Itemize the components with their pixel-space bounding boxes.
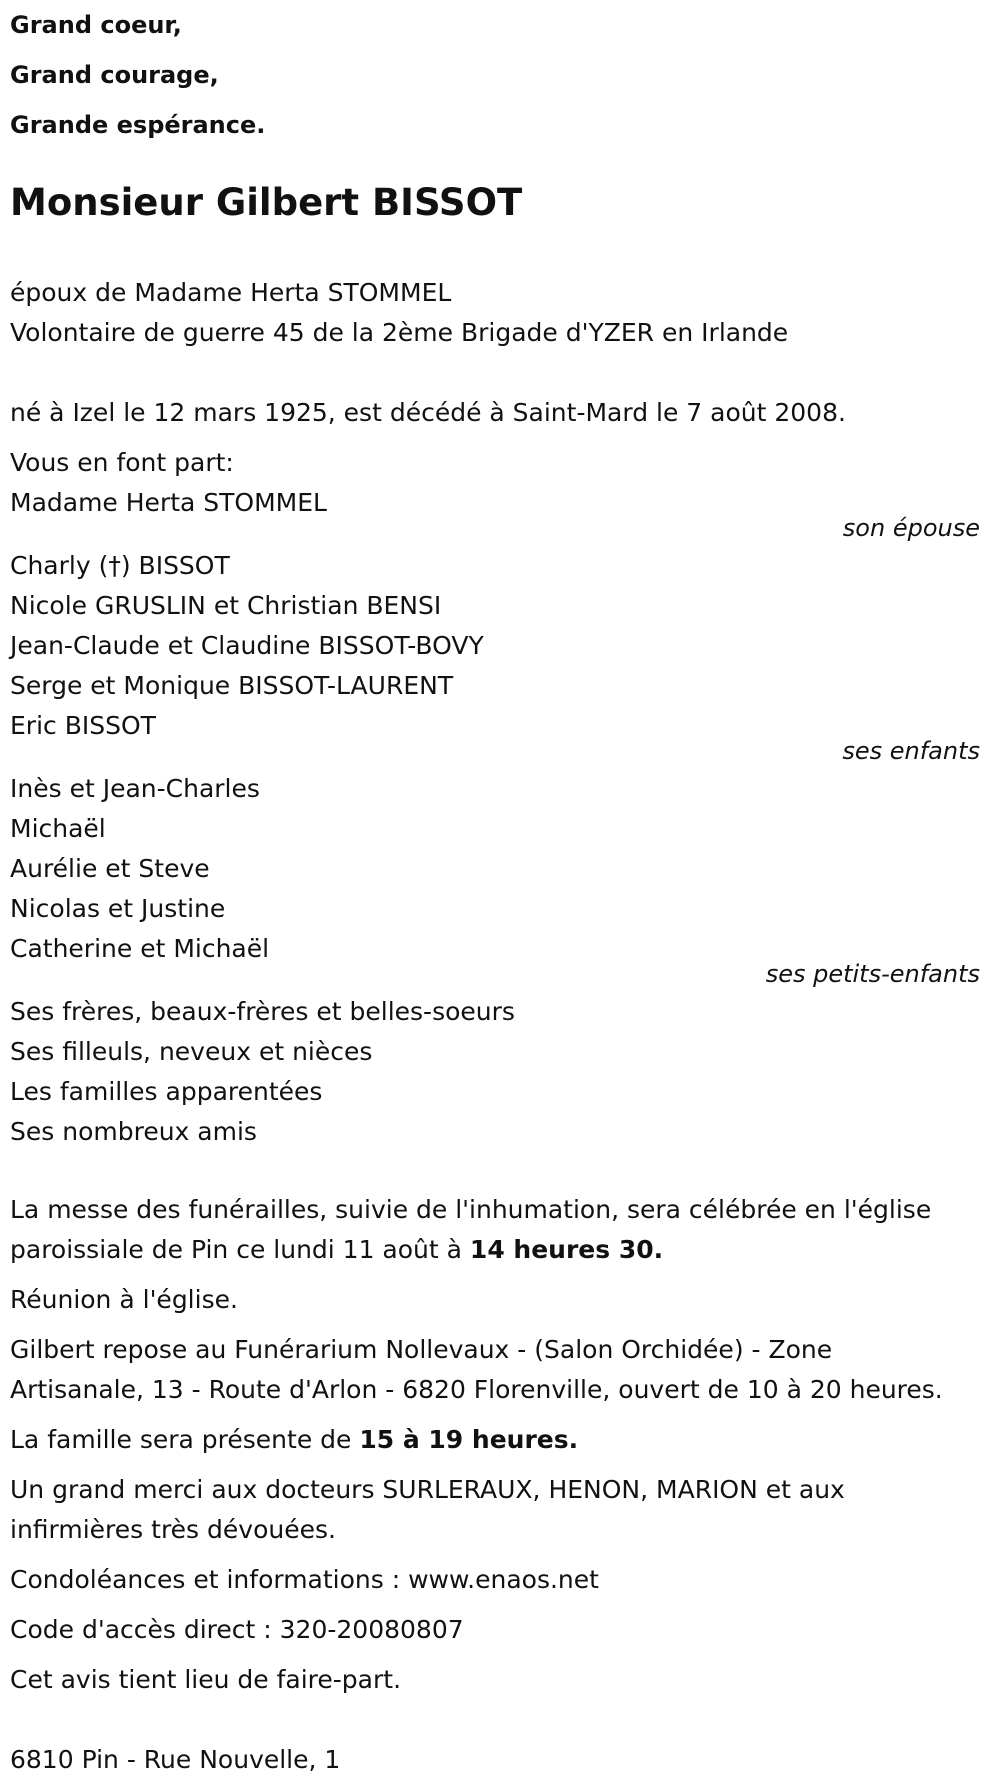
- meeting-line: Réunion à l'église.: [10, 1285, 238, 1314]
- rest-line-2: Artisanale, 13 - Route d'Arlon - 6820 Florenville, ouvert de 10 à 20 heures.: [10, 1375, 943, 1404]
- child-1: Charly (†) BISSOT: [10, 551, 230, 580]
- notice-line: Cet avis tient lieu de faire-part.: [10, 1665, 402, 1694]
- mass-line-2-text: paroissiale de Pin ce lundi 11 août à: [10, 1235, 470, 1264]
- family-presence-line: [10, 1420, 578, 1460]
- grandchild-3: Aurélie et Steve: [10, 854, 210, 883]
- rest-line-1: Gilbert repose au Funérarium Nollevaux - (Salon Orchidée) - Zone: [10, 1335, 833, 1364]
- role-grandchildren: ses petits-enfants: [765, 960, 980, 988]
- thanks-line-1: Un grand merci aux docteurs SURLERAUX, HENON, MARION et aux: [10, 1475, 845, 1504]
- mass-time: 14 heures 30.: [469, 1235, 664, 1264]
- other-3: Les familles apparentées: [10, 1077, 323, 1106]
- family-presence-time: 15 à 19 heures.: [359, 1425, 579, 1454]
- birth-death-line: né à Izel le 12 mars 1925, est décédé à Saint-Mard le 7 août 2008.: [10, 398, 846, 427]
- child-2: Nicole GRUSLIN et Christian BENSI: [10, 591, 442, 620]
- mass-line-2: [10, 1230, 663, 1270]
- condolences-line: Condoléances et informations : www.enaos.net: [10, 1565, 599, 1594]
- family-presence-text: La famille sera présente de: [10, 1425, 360, 1454]
- other-4: Ses nombreux amis: [10, 1117, 257, 1146]
- announcers-intro: Vous en font part:: [10, 448, 234, 477]
- spouse-line: époux de Madame Herta STOMMEL: [10, 278, 452, 307]
- spouse-member: Madame Herta STOMMEL: [10, 488, 327, 517]
- child-3: Jean-Claude et Claudine BISSOT-BOVY: [10, 631, 484, 660]
- deceased-name: Monsieur Gilbert BISSOT: [10, 181, 523, 224]
- motto-line-3: Grande espérance.: [10, 111, 266, 139]
- grandchild-2: Michaël: [10, 814, 106, 843]
- grandchild-1: Inès et Jean-Charles: [10, 774, 260, 803]
- mass-line-1: La messe des funérailles, suivie de l'inhumation, sera célébrée en l'église: [10, 1195, 932, 1224]
- grandchild-5: Catherine et Michaël: [10, 934, 270, 963]
- address-line: 6810 Pin - Rue Nouvelle, 1: [10, 1745, 341, 1774]
- access-code-line: Code d'accès direct : 320-20080807: [10, 1615, 464, 1644]
- other-1: Ses frères, beaux-frères et belles-soeurs: [10, 997, 515, 1026]
- motto-line-1: Grand coeur,: [10, 11, 182, 39]
- role-children: ses enfants: [842, 737, 980, 765]
- child-4: Serge et Monique BISSOT-LAURENT: [10, 671, 454, 700]
- role-spouse: son épouse: [842, 514, 980, 542]
- child-5: Eric BISSOT: [10, 711, 156, 740]
- thanks-line-2: infirmières très dévouées.: [10, 1515, 336, 1544]
- other-2: Ses filleuls, neveux et nièces: [10, 1037, 373, 1066]
- motto-line-2: Grand courage,: [10, 61, 219, 89]
- volunteer-line: Volontaire de guerre 45 de la 2ème Brigade d'YZER en Irlande: [10, 318, 789, 347]
- grandchild-4: Nicolas et Justine: [10, 894, 226, 923]
